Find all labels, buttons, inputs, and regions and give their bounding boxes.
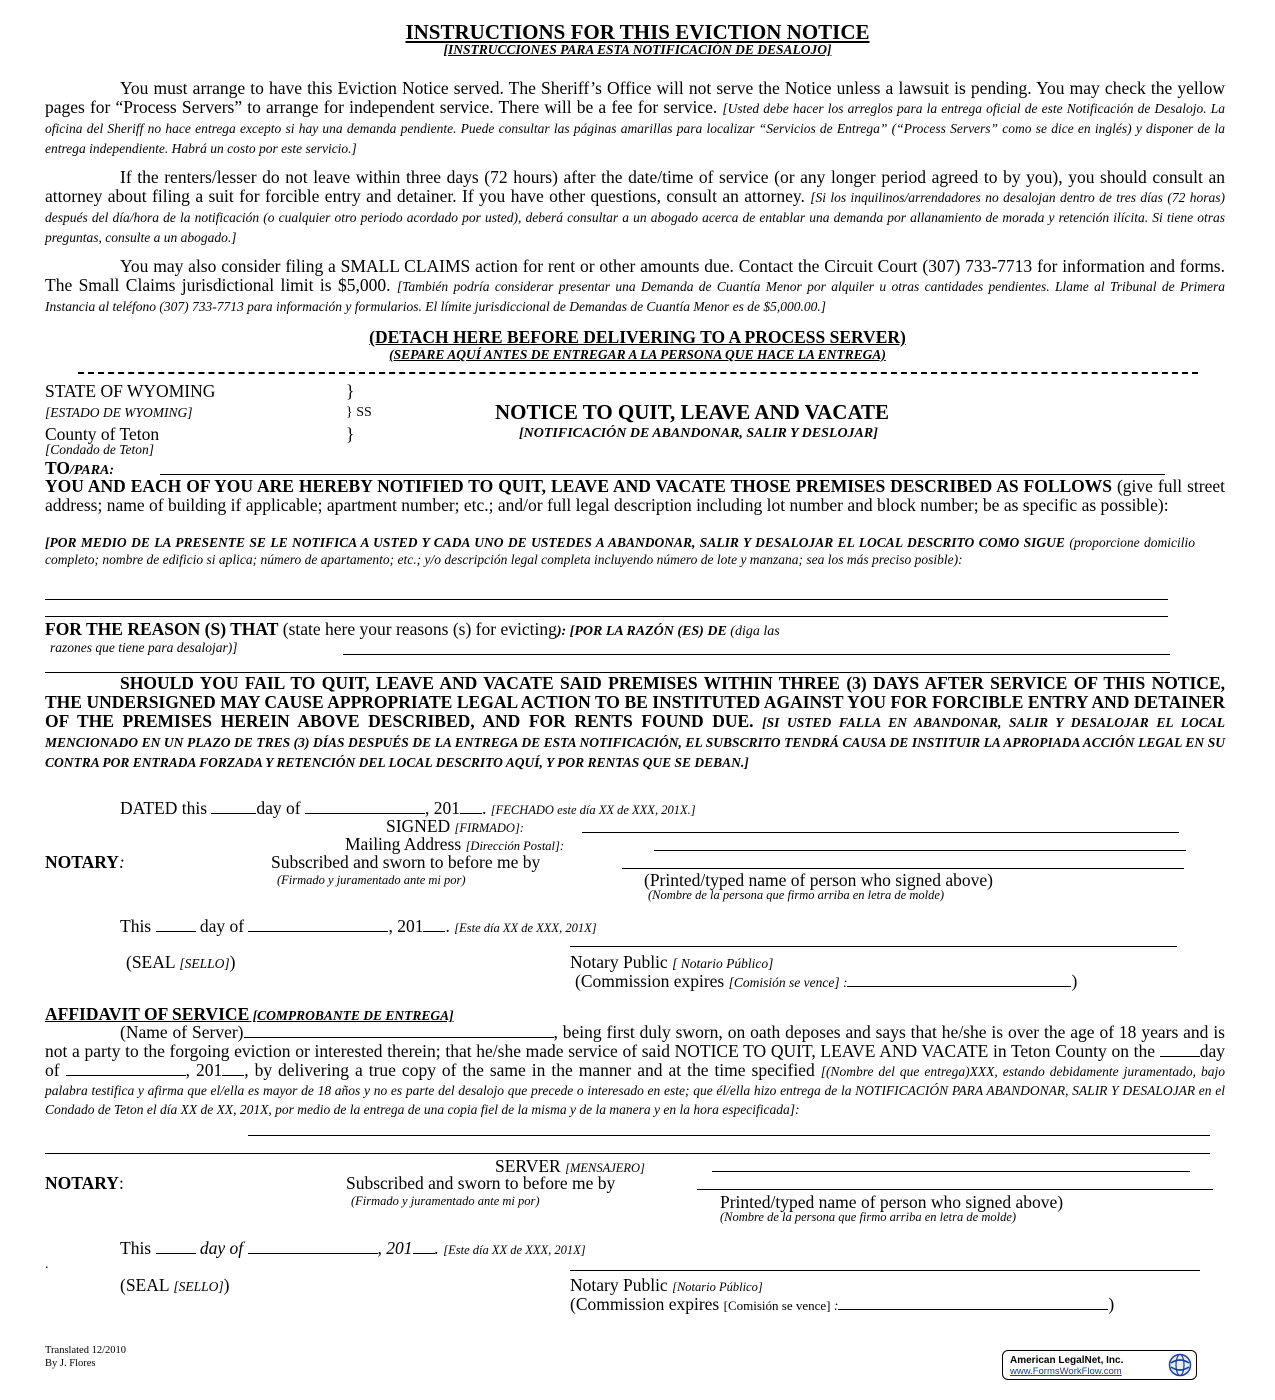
notary-subscribed-es: (Firmado y juramentado ante mi por) bbox=[277, 873, 466, 887]
american-legalnet-logo[interactable] bbox=[1002, 1350, 1197, 1380]
seal-label: (SEAL [SELLO]) bbox=[126, 952, 236, 972]
premises-line-1[interactable] bbox=[45, 599, 1168, 600]
affidavit-commission-expires: (Commission expires [Comisión se vence] : ) bbox=[570, 1294, 1115, 1314]
stray-dot: . bbox=[45, 1257, 49, 1272]
premises-notice: YOU AND EACH OF YOU ARE HEREBY NOTIFIED TO QUIT, LEAVE AND VACATE THOSE PREMISES DESCRIBED AS FOLLOWS (give full street address; name of building if applicable; apartment number; etc.; and/or full legal description including lot number and block number; be as specific as possible): bbox=[45, 476, 1226, 515]
notary-label: NOTARY: bbox=[45, 852, 125, 872]
affidavit-notary-signature-line[interactable] bbox=[570, 1270, 1200, 1271]
notice-title-es: [NOTIFICACIÓN DE ABANDONAR, SALIR Y DESLOJAR] bbox=[519, 426, 878, 441]
detach-line bbox=[78, 372, 1198, 374]
affidavit-subscribed-es: (Firmado y juramentado ante mi por) bbox=[351, 1194, 540, 1208]
affidavit-body: (Name of Server) , being first duly sworn, on oath deposes and says that he/she is over the age of 18 years and is not a party to the forgoing eviction or interested therein; that he/she made service of said NOTICE TO QUIT, LEAVE AND VACATE in Teton County on the day of , 201 , by delivering a true copy of the same in the manner and at the time specified [(Nombre del que entrega)XXX, estando debidamente juramentado, bajo palabra testifica y afirma que el/ella es mayor de 18 años y no es parte del desalojo que precede o interesado en este; que él/ella hizo entrega de la NOTIFICACIÓN PARA ABANDONAR, SALIR Y DESALOJAR en el Condado de Teton el día XX de XX, 201X, por medio de la entrega de una copia fiel de la misma y de la manera y en la hora especificada]: bbox=[45, 1022, 1226, 1117]
page-title: INSTRUCTIONS FOR THIS EVICTION NOTICE bbox=[405, 20, 870, 44]
to-field[interactable] bbox=[160, 474, 1165, 475]
state-label-es: [ESTADO DE WYOMING] bbox=[45, 405, 193, 420]
detach-heading-es: (SEPARE AQUÍ ANTES DE ENTREGAR A LA PERSONA QUE HACE LA ENTREGA) bbox=[389, 347, 886, 362]
instruction-paragraph-2: If the renters/lesser do not leave within three days (72 hours) after the date/time of service (or any longer period agreed to by you), you should consult an attorney about filing a suit for forcible entry and detainer. If you have other questions, consult an attorney. [Si los inquilinos/arrendadores no desalojan dentro de tres días (72 horas) después del día/hora de la notificación (o cualquier otro periodo acordado por usted), deberá consultar a un abogado acerca de entablar una demanda por allanamiento de morada y retención ilícita. Si tiene otras preguntas, consulte a un abogado.] bbox=[45, 167, 1225, 245]
instruction-paragraph-1: You must arrange to have this Eviction Notice served. The Sheriff’s Office will not serve the Notice unless a lawsuit is pending. You may check the yellow pages for “Process Servers” to arrange for independent service. There will be a fee for service. [Usted debe hacer los arreglos para la entrega oficial de este Notificación de Desalojo. La oficina del Sheriff no hace entrega excepto si hay una demanda pendiente. Puede consultar las páginas amarillas para localizar “Servicios de Entrega” (“Process Servers” como se dice en inglés) y disponer de la entrega independiente. Habrá un costo por este servicio.] bbox=[45, 78, 1226, 156]
affidavit-title: AFFIDAVIT OF SERVICE [COMPROBANTE DE ENTREGA] bbox=[45, 1004, 454, 1024]
premises-notice-es: [POR MEDIO DE LA PRESENTE SE LE NOTIFICA A USTED Y CADA UNO DE USTEDES A ABANDONAR, SALIR Y DESALOJAR EL LOCAL DESCRITO COMO SIGUE (proporcione domicilio completo; nombre de edificio si aplica; número de apartamento; etc.; y/o descripción legal completa incluyendo número de lote y manzana; sea los más preciso posible): bbox=[45, 535, 1195, 567]
notary-date-line: This day of , 201 . [Este día XX de XXX, 201X] bbox=[120, 916, 597, 936]
premises-line-2[interactable] bbox=[45, 616, 1168, 617]
signed-field[interactable] bbox=[582, 832, 1179, 833]
signed-line: SIGNED [FIRMADO]: bbox=[386, 816, 524, 836]
dated-line: DATED this day of , 201 . [FECHADO este día XX de XXX, 201X.] bbox=[120, 798, 696, 818]
reason-label: FOR THE REASON (S) THAT (state here your reasons (s) for evicting): [POR LA RAZÓN (ES) DE (diga las bbox=[45, 619, 780, 639]
warning-paragraph: SHOULD YOU FAIL TO QUIT, LEAVE AND VACATE SAID PREMISES WITHIN THREE (3) DAYS AFTER SERVICE OF THIS NOTICE, THE UNDERSIGNED MAY CAUSE APPROPRIATE LEGAL ACTION TO BE INSTITUTED AGAINST YOU FOR FORCIBLE ENTRY AND DETAINER OF THE PREMISES HEREIN ABOVE DESCRIBED, AND FOR RENTS FOUND DUE. [SI USTED FALLA EN ABANDONAR, SALIR Y DESALOJAR EL LOCAL MENCIONADO EN UN PLAZO DE TRES (3) DÍAS DESPUÉS DE LA ENTREGA DE ESTA NOTIFICACIÓN, EL SUBSCRITO TENDRÁ CAUSA DE INSTITUIR LA APROPIADA ACCIÓN LEGAL EN SU CONTRA POR ENTRADA FORZADA Y RETENCIÓN DEL LOCAL DESCRITO AQUÍ, Y POR RENTAS QUE SE DEBAN.] bbox=[45, 673, 1225, 770]
affidavit-subscribed-field[interactable] bbox=[697, 1189, 1213, 1190]
notary-printed-name-es: (Nombre de la persona que firmo arriba en letra de molde) bbox=[648, 888, 945, 902]
county-label-es: [Condado de Teton] bbox=[45, 442, 155, 457]
reason-label-es: razones que tiene para desalojar)] bbox=[50, 640, 238, 655]
affidavit-subscribed: Subscribed and sworn to before me by bbox=[346, 1173, 616, 1193]
notary-signature-line[interactable] bbox=[570, 946, 1177, 947]
detach-heading: (DETACH HERE BEFORE DELIVERING TO A PROCESS SERVER) bbox=[369, 327, 906, 347]
affidavit-specified-line-2[interactable] bbox=[45, 1153, 1210, 1154]
affidavit-printed-name: Printed/typed name of person who signed above) bbox=[720, 1192, 1064, 1212]
page-subtitle: [INSTRUCCIONES PARA ESTA NOTIFICACIÓN DE DESALOJO] bbox=[443, 42, 832, 57]
commission-expires: (Commission expires [Comisión se vence] : ) bbox=[575, 971, 1078, 991]
logo-url-link[interactable]: www.FormsWorkFlow.com bbox=[1010, 1366, 1122, 1377]
caption-brace-bottom: } bbox=[346, 424, 355, 444]
footer-by: By J. Flores bbox=[45, 1358, 96, 1369]
notary-public-label: Notary Public [ Notario Público] bbox=[570, 952, 774, 972]
server-field[interactable] bbox=[712, 1171, 1190, 1172]
instruction-paragraph-3: You may also consider filing a SMALL CLAIMS action for rent or other amounts due. Contact the Circuit Court (307) 733-7713 for information and forms. The Small Claims jurisdictional limit is $5,000. [También podría considerar presentar una Demanda de Cuantía Menor por alquiler u otras cantidades pendientes. Llame al Tribunal de Primera Instancia al teléfono (307) 733-7713 para información y formularios. El límite jurisdiccional de Demandas de Cuantía Menor es de $5,000.00.] bbox=[45, 256, 1225, 314]
affidavit-seal-label: (SEAL [SELLO]) bbox=[120, 1275, 230, 1295]
affidavit-notary-label: NOTARY: bbox=[45, 1173, 124, 1193]
server-label: SERVER [MENSAJERO] bbox=[495, 1156, 645, 1176]
globe-icon bbox=[1168, 1353, 1192, 1377]
affidavit-specified-line-1[interactable] bbox=[248, 1135, 1210, 1136]
notary-printed-name: (Printed/typed name of person who signed above) bbox=[644, 870, 993, 890]
mailing-address-line: Mailing Address [Dirección Postal]: bbox=[345, 834, 565, 854]
county-label: County of Teton bbox=[45, 424, 160, 444]
affidavit-date-line: This day of , 201 . [Este día XX de XXX, 201X] bbox=[120, 1238, 586, 1258]
footer-translated: Translated 12/2010 bbox=[45, 1345, 126, 1356]
notice-title: NOTICE TO QUIT, LEAVE AND VACATE bbox=[495, 400, 890, 424]
mailing-address-field[interactable] bbox=[654, 850, 1186, 851]
caption-brace-ss: } SS bbox=[346, 405, 372, 420]
notary-subscribed: Subscribed and sworn to before me by bbox=[271, 852, 541, 872]
caption-brace-top: } bbox=[346, 381, 355, 401]
state-label: STATE OF WYOMING bbox=[45, 381, 216, 401]
affidavit-notary-public-label: Notary Public [Notario Público] bbox=[570, 1275, 763, 1295]
logo-name: American LegalNet, Inc. bbox=[1010, 1355, 1124, 1366]
reason-line-1[interactable] bbox=[343, 654, 1170, 655]
notary-subscribed-field[interactable] bbox=[622, 868, 1184, 869]
affidavit-printed-name-es: (Nombre de la persona que firmo arriba en letra de molde) bbox=[720, 1210, 1017, 1224]
to-label: TO/PARA: bbox=[45, 458, 115, 478]
